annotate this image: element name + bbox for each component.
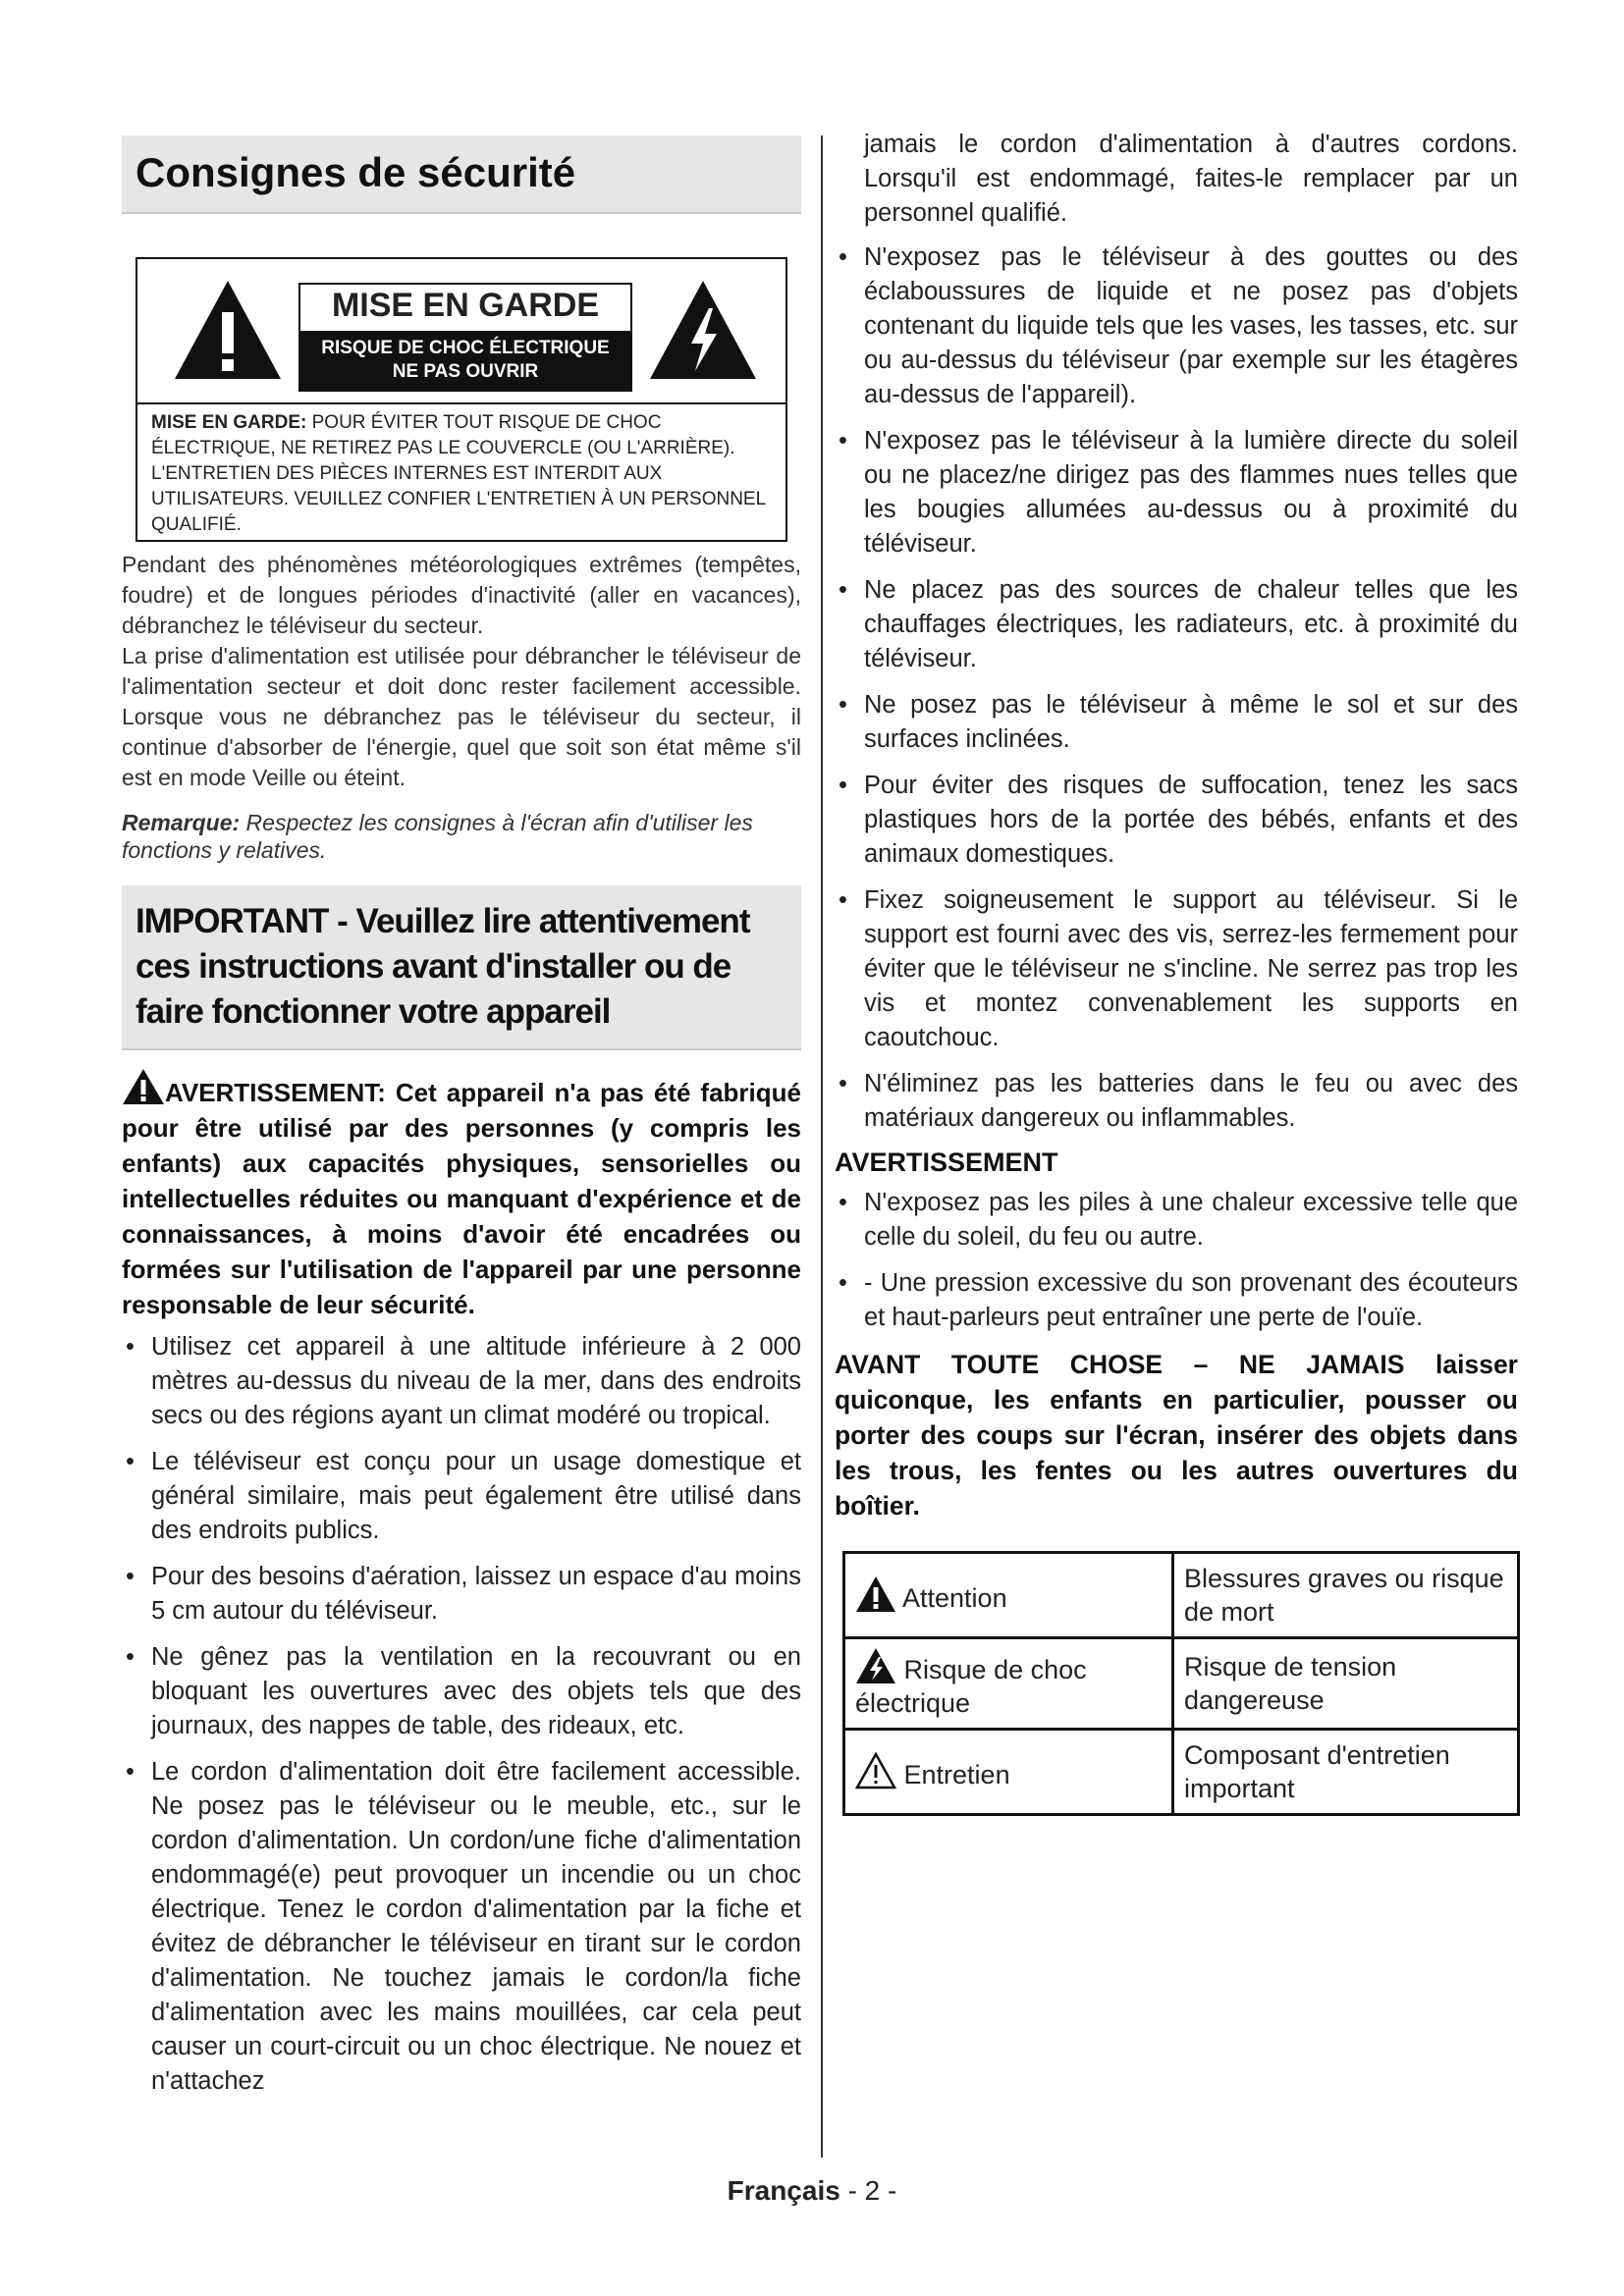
table-row [844, 1638, 1519, 1730]
important-heading [122, 885, 801, 1050]
avertissement-heading: AVERTISSEMENT [835, 1148, 1058, 1177]
caution-text-2: L'ENTRETIEN DES PIÈCES INTERNES EST INTERDIT AUX UTILISATEURS. VEUILLEZ CONFIER L'ENTRETIEN À UN PERSONNEL QUALIFIÉ. [151, 463, 766, 535]
left-bullet-list [122, 1330, 801, 2099]
list-item: • N'éliminez pas les batteries dans le feu ou avec des matériaux dangereux ou inflammables. [835, 1067, 1518, 1136]
continuation-text: jamais le cordon d'alimentation à d'autres cordons. Lorsqu'il est endommagé, faites-le remplacer par un personnel qualifié. [864, 131, 1518, 227]
exclamation-triangle-icon [173, 279, 283, 381]
legend-symbol-cell [844, 1553, 1173, 1638]
list-item: • Utilisez cet appareil à une altitude inférieure à 2 000 mètres au-dessus du niveau de la mer, dans des endroits secs ou des régions ayant un climat modéré ou tropical. [122, 1330, 801, 1433]
power-plug-paragraph: La prise d'alimentation est utilisée pour débrancher le téléviseur de l'alimentation secteur et doit donc rester facilement accessible. Lorsque vous ne débranchez pas le téléviseur du secteur, il continue d'absorber de l'énergie, quel que soit son état même s'il est en mode Veille ou éteint. [122, 643, 801, 790]
legend-meaning-cell: Risque de tension dangereuse [1173, 1638, 1519, 1730]
list-item: • Pour des besoins d'aération, laissez un espace d'au moins 5 cm autour du téléviseur. [122, 1560, 801, 1629]
weather-paragraph: Pendant des phénomènes météorologiques extrêmes (tempêtes, foudre) et de longues périodes d'inactivité (aller en vacances), débranchez le téléviseur du secteur. [122, 552, 801, 638]
avant-paragraph: AVANT TOUTE CHOSE – NE JAMAIS laisser quiconque, les enfants en particulier, pousser ou porter des coups sur l'écran, insérer des objets dans les trous, les fentes ou les autres ouvertures du boîtier. [835, 1350, 1518, 1521]
page-number: - 2 - [839, 2175, 897, 2206]
remark-text: Respectez les consignes à l'écran afin d'utiliser les fonctions y relatives. [122, 810, 753, 863]
list-item: • Ne posez pas le téléviseur à même le sol et sur des surfaces inclinées. [835, 688, 1518, 757]
list-item: • Le téléviseur est conçu pour un usage domestique et général similaire, mais peut également être utilisé dans des endroits publics. [122, 1445, 801, 1548]
caution-label [298, 283, 632, 392]
warning-icon [122, 1068, 165, 1105]
warning-icon [855, 1575, 896, 1613]
legend-meaning-cell: Blessures graves ou risque de mort [1173, 1553, 1519, 1638]
warning-text: AVERTISSEMENT: Cet appareil n'a pas été fabriqué pour être utilisé par des personnes (y compris les enfants) aux capacités physiques, sensorielles ou intellectuelles réduites ou manquant d'expérience et de connaissances, à moins d'avoir été encadrées ou formées sur l'utilisation de l'appareil par une personne responsable de leur sécurité. [122, 1078, 801, 1319]
caution-text [137, 404, 785, 540]
list-item: • Fixez soigneusement le support au téléviseur. Si le support est fourni avec des vis, serrez-les fermement pour éviter que le téléviseur ne s'incline. Ne serrez pas trop les vis et montez convenablement les supports en caoutchouc. [835, 883, 1518, 1055]
caution-text-1: POUR ÉVITER TOUT RISQUE DE CHOC ÉLECTRIQUE, NE RETIREZ PAS LE COUVERCLE (OU L'ARRIÈRE). [151, 412, 735, 458]
table-row [844, 1553, 1519, 1638]
lightning-triangle-icon [648, 279, 758, 381]
electric-shock-icon [855, 1647, 896, 1684]
legend-symbol-label: Attention [902, 1583, 1007, 1613]
list-item: • Pour éviter des risques de suffocation, tenez les sacs plastiques hors de la portée des bébés, enfants et des animaux domestiques. [835, 769, 1518, 872]
caution-heading: MISE EN GARDE [300, 285, 630, 333]
important-line-3: faire fonctionner votre appareil [135, 992, 611, 1031]
list-item: • Le cordon d'alimentation doit être facilement accessible. Ne posez pas le téléviseur ou le meuble, etc., sur le cordon d'alimentation. Un cordon/une fiche d'alimentation endommagé(e) peut provoquer un incendie ou un choc électrique. Tenez le cordon d'alimentation par la fiche et évitez de débrancher le téléviseur en tirant sur le cordon d'alimentation. Ne touchez jamais le cordon/la fiche d'alimentation avec les mains mouillées, car cela peut causer un court-circuit ou un choc électrique. Ne nouez et n'attachez [122, 1755, 801, 2099]
legend-meaning-cell: Composant d'entretien important [1173, 1730, 1519, 1815]
right-bullet-list [835, 240, 1518, 1136]
list-item: • Ne placez pas des sources de chaleur telles que les chauffages électriques, les radiateurs, etc. à proximité du téléviseur. [835, 573, 1518, 676]
important-line-2: ces instructions avant d'installer ou de [135, 947, 731, 986]
column-divider [821, 135, 823, 2158]
list-item: • - Une pression excessive du son provenant des écouteurs et haut-parleurs peut entraîner une perte de l'ouïe. [835, 1266, 1518, 1335]
do-not-open-label: NE PAS OUVRIR [392, 361, 539, 382]
page-title: Consignes de sécurité [135, 149, 576, 195]
important-line-1: IMPORTANT - Veuillez lire attentivement [135, 902, 750, 940]
shock-risk-label: RISQUE DE CHOC ÉLECTRIQUE [321, 338, 610, 358]
legend-symbol-label: Risque de choc électrique [855, 1655, 1087, 1718]
left-column [122, 135, 801, 2110]
list-item: • N'exposez pas le téléviseur à des gouttes ou des éclaboussures de liquide et ne posez pas d'objets contenant du liquide tels que les vases, les tasses, etc. sur ou au-dessus du téléviseur (par exemple sur les étagères au-dessus de l'appareil). [835, 240, 1518, 412]
caution-box [135, 257, 787, 542]
page-footer [0, 2175, 1624, 2207]
title-box [122, 135, 801, 214]
warning-paragraph [122, 1068, 801, 1322]
remark [122, 809, 801, 864]
list-item: • N'exposez pas le téléviseur à la lumière directe du soleil ou ne placez/ne dirigez pas des flammes nues telles que les bougies allumées au-dessus ou à proximité du téléviseur. [835, 424, 1518, 561]
avertissement-list [835, 1186, 1518, 1335]
list-item: • N'exposez pas les piles à une chaleur excessive telle que celle du soleil, du feu ou autre. [835, 1186, 1518, 1255]
table-row [844, 1730, 1519, 1815]
legend-symbol-label: Entretien [903, 1760, 1010, 1789]
caution-header [137, 259, 785, 404]
right-column [835, 128, 1518, 1816]
legend-symbol-cell [844, 1730, 1173, 1815]
caution-sublabel [300, 333, 630, 390]
list-item: • Ne gênez pas la ventilation en la recouvrant ou en bloquant les ouvertures avec des objets tels que des journaux, des nappes de table, des rideaux, etc. [122, 1640, 801, 1743]
caution-lead: MISE EN GARDE: [151, 412, 307, 433]
maintenance-icon [855, 1752, 896, 1789]
symbol-legend-table [842, 1551, 1520, 1816]
remark-label: Remarque: [122, 810, 241, 835]
footer-language: Français [727, 2175, 840, 2206]
legend-symbol-cell [844, 1638, 1173, 1730]
